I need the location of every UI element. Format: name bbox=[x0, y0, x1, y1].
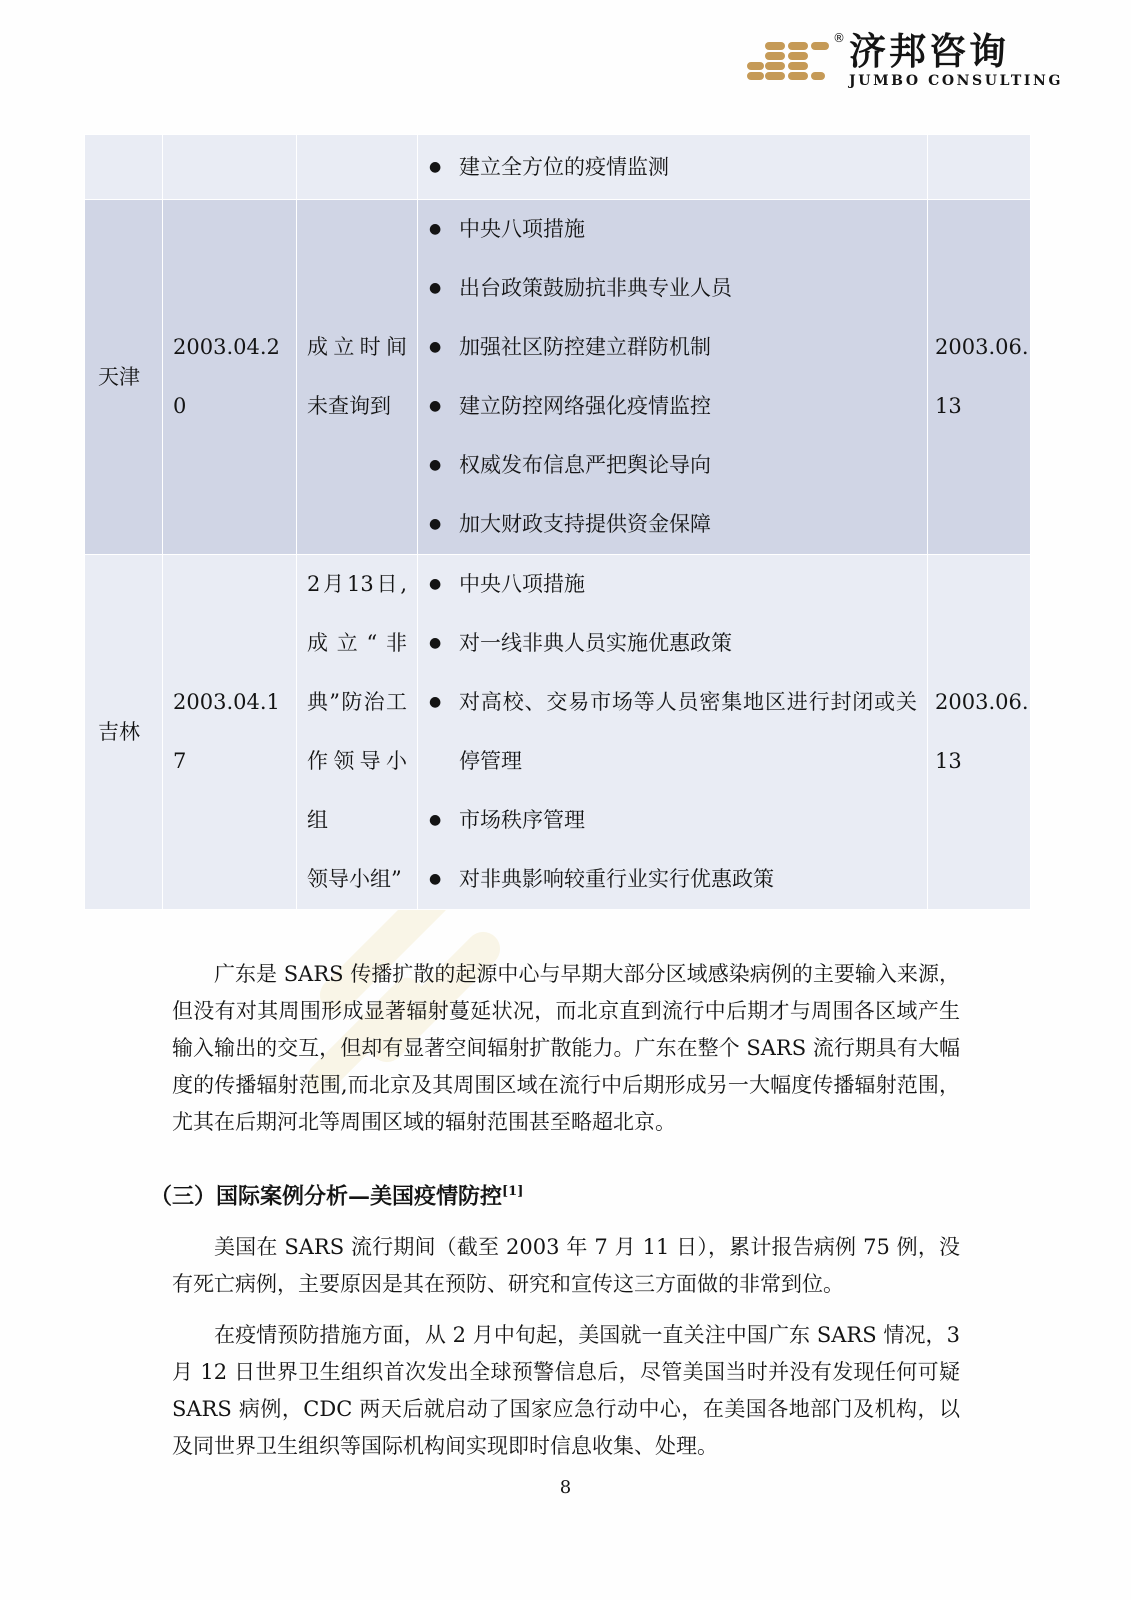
paragraph: 广东是 SARS 传播扩散的起源中心与早期大部分区域感染病例的主要输入来源，但没有对其周围形成显著辐射蔓延状况，而北京直到流行中后期才与周围各区域产生输入输出的交互，但却有显著空间辐射扩散能力。广东在整个 SARS 流行期具有大幅度的传播辐射范围,而北京及其周围区域在流行中后期形成另一大幅度传播辐射范围，尤其在后期河北等周围区域的辐射范围甚至略超北京。 bbox=[172, 962, 960, 1134]
bullet-icon: ● bbox=[429, 871, 442, 887]
bullet-icon: ● bbox=[429, 694, 442, 710]
measure-item: ● 中央八项措施 bbox=[418, 555, 917, 614]
start-date-cell bbox=[163, 135, 297, 200]
measure-item: ● 对一线非典人员实施优惠政策 bbox=[418, 614, 917, 673]
province-cell bbox=[85, 135, 163, 200]
measure-item: ● 中央八项措施 bbox=[418, 200, 917, 259]
org-cell: 成立时间未查询到 bbox=[297, 200, 418, 555]
measure-item: ● 加强社区防控建立群防机制 bbox=[418, 318, 917, 377]
jumbo-logo bbox=[747, 30, 1063, 89]
section-heading: （三）国际案例分析—美国疫情防控[1] bbox=[150, 1183, 524, 1210]
bullet-icon: ● bbox=[429, 812, 442, 828]
table-row bbox=[85, 135, 1031, 200]
bullet-icon: ● bbox=[429, 576, 442, 592]
table-row bbox=[85, 200, 1031, 555]
org-cell bbox=[297, 135, 418, 200]
measure-item: ● 建立防控网络强化疫情监控 bbox=[418, 377, 917, 436]
measure-item: ● 权威发布信息严把舆论导向 bbox=[418, 436, 917, 495]
measures-cell bbox=[418, 135, 928, 200]
page-number: 8 bbox=[559, 1477, 572, 1498]
bullet-icon: ● bbox=[429, 339, 442, 355]
start-date-cell: 2003.04.20 bbox=[163, 200, 297, 555]
end-date-cell: 2003.06.13 bbox=[928, 555, 1031, 910]
measure-item: ● 加大财政支持提供资金保障 bbox=[418, 495, 917, 554]
brand-name-en: JUMBO CONSULTING bbox=[849, 73, 1063, 89]
measure-item: ● 建立全方位的疫情监测 bbox=[418, 138, 917, 197]
paragraph: 美国在 SARS 流行期间（截至 2003 年 7 月 11 日），累计报告病例 75 例，没有死亡病例，主要原因是其在预防、研究和宣传这三方面做的非常到位。 bbox=[172, 1235, 960, 1297]
end-date-cell bbox=[928, 135, 1031, 200]
bullet-icon: ● bbox=[429, 398, 442, 414]
brand-name-cn: 济邦咨询 bbox=[849, 29, 1010, 73]
start-date-cell: 2003.04.17 bbox=[163, 555, 297, 910]
org-cell: 2月13日,成立“非典”防治工作领导小组 领导小组” bbox=[297, 555, 418, 910]
bullet-icon: ● bbox=[429, 280, 442, 296]
bullet-icon: ● bbox=[429, 635, 442, 651]
body-text bbox=[150, 956, 960, 1465]
bullet-icon: ● bbox=[429, 516, 442, 532]
measures-cell bbox=[418, 555, 928, 910]
measure-item: ● 对高校、交易市场等人员密集地区进行封闭或关停管理 bbox=[418, 673, 917, 791]
paragraph: 在疫情预防措施方面，从 2 月中旬起，美国就一直关注中国广东 SARS 情况，3 月 12 日世界卫生组织首次发出全球预警信息后，尽管美国当时并没有发现任何可疑 SARS 病例，CDC 两天后就启动了国家应急行动中心，在美国各地部门及机构，以及同世界卫生组织等国际机构间实现即时信息收集、处理。 bbox=[172, 1323, 960, 1459]
measure-item: ● 市场秩序管理 bbox=[418, 791, 917, 850]
bullet-icon: ● bbox=[429, 221, 442, 237]
measure-item: ● 对非典影响较重行业实行优惠政策 bbox=[418, 850, 917, 909]
measures-cell bbox=[418, 200, 928, 555]
bullet-icon: ● bbox=[429, 457, 442, 473]
end-date-cell: 2003.06.13 bbox=[928, 200, 1031, 555]
province-cell: 天津 bbox=[85, 200, 163, 555]
registered-trademark-icon: ® bbox=[833, 31, 846, 45]
province-cell: 吉林 bbox=[85, 555, 163, 910]
measures-table bbox=[84, 134, 1030, 910]
bullet-icon: ● bbox=[429, 158, 442, 175]
gold-bricks-logo-icon bbox=[747, 42, 831, 84]
measure-item: ● 出台政策鼓励抗非典专业人员 bbox=[418, 259, 917, 318]
table-row bbox=[85, 555, 1031, 910]
footnote-marker: [1] bbox=[502, 1184, 524, 1199]
